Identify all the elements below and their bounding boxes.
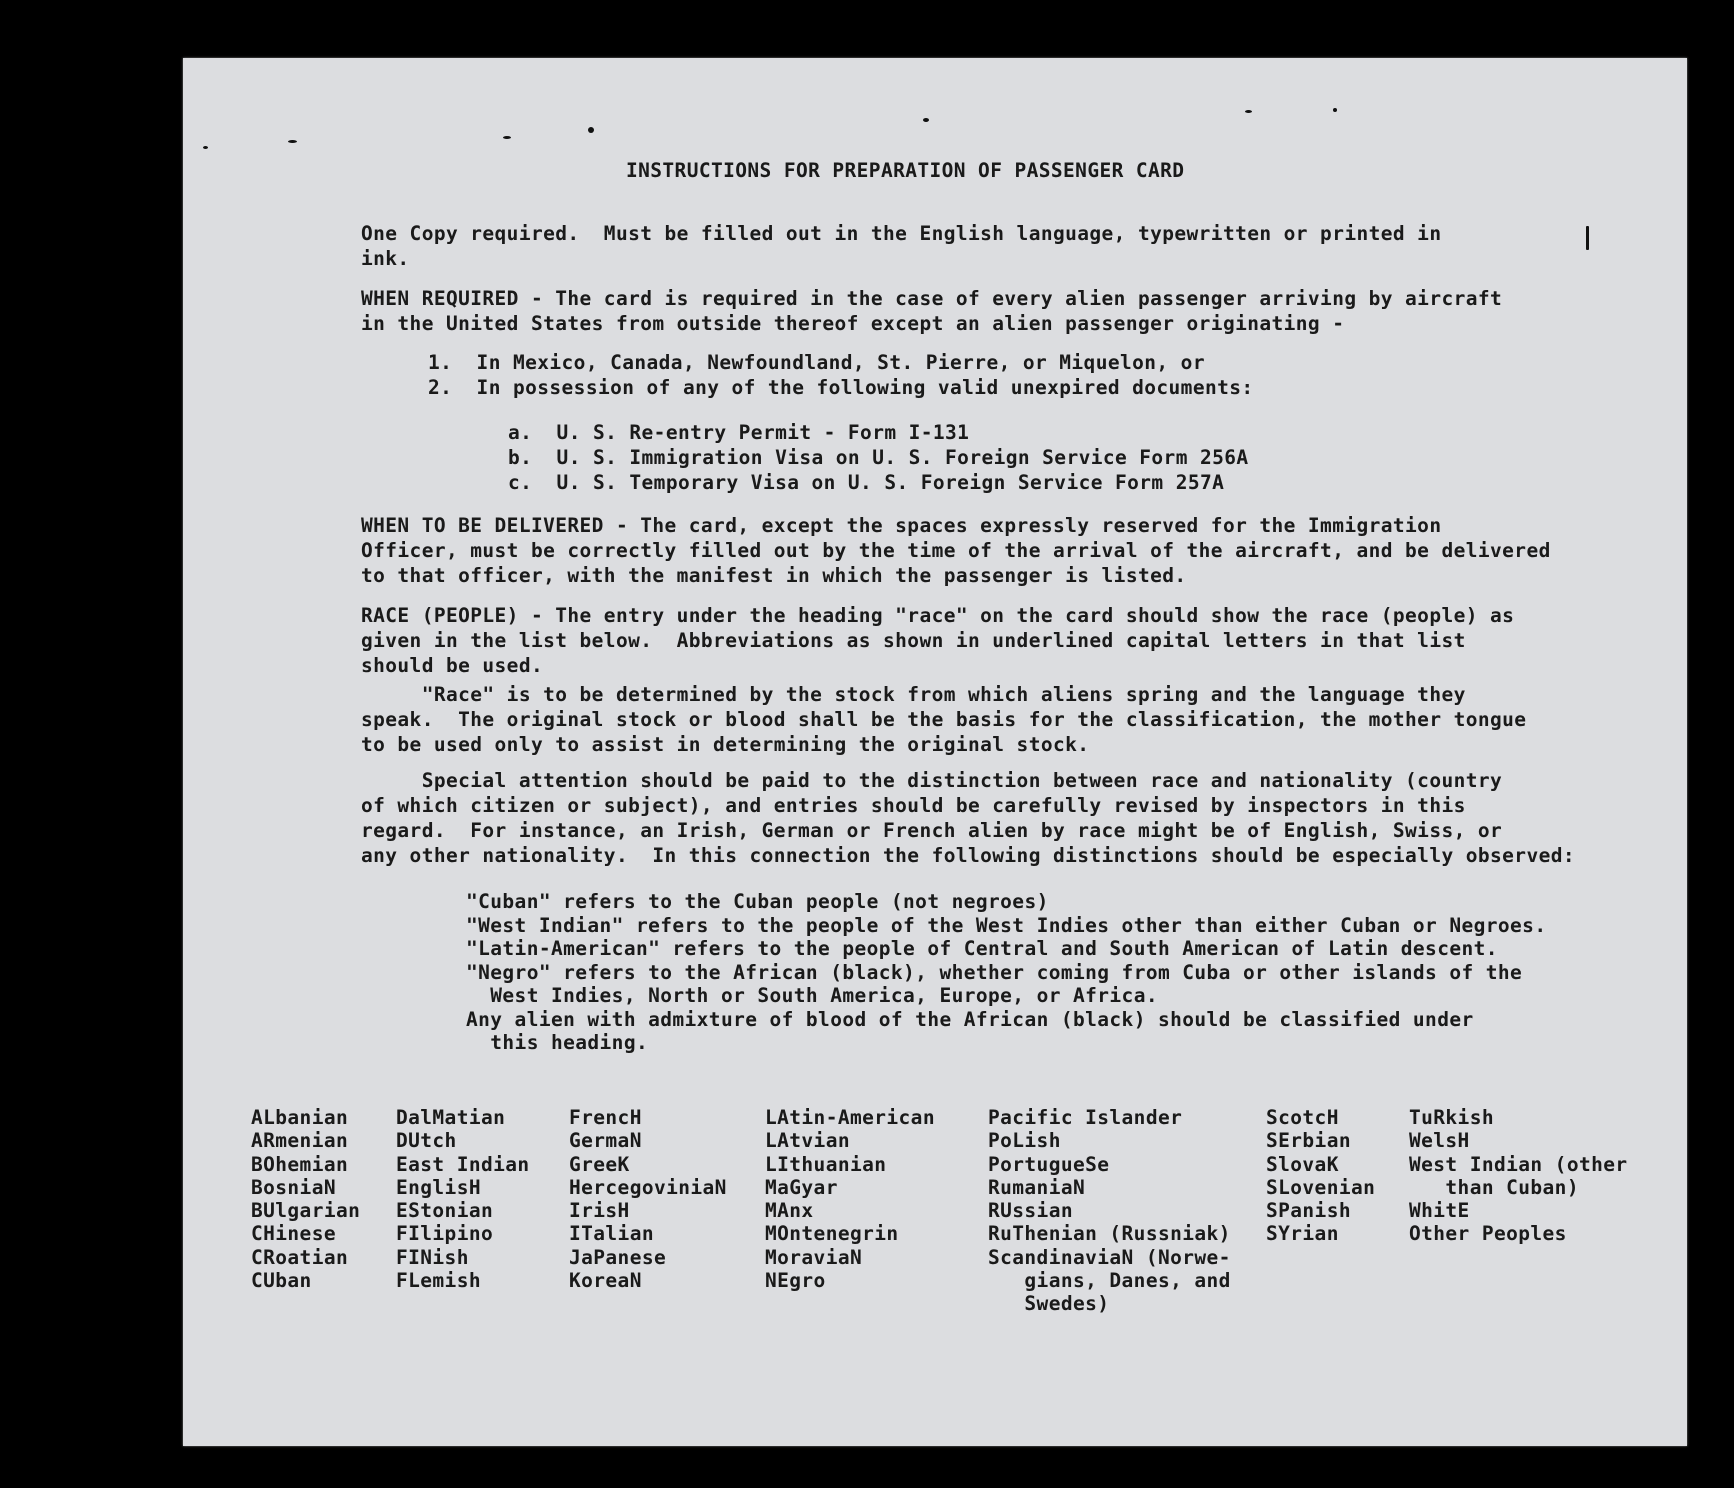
race-column-5 — [988, 1106, 1231, 1316]
race-entry: ScandinaviaN (Norwe- — [988, 1245, 1231, 1269]
race-entry: SPanish — [1266, 1199, 1351, 1223]
race-column-2 — [396, 1106, 530, 1292]
race-column-4 — [765, 1106, 935, 1292]
race-entry: FIlipino — [396, 1222, 494, 1246]
race-entry: RumaniaN — [988, 1175, 1086, 1199]
race-entry: FLemish — [396, 1269, 481, 1293]
race-entry: Pacific Islander — [988, 1106, 1183, 1129]
race-entry: CUban — [251, 1269, 312, 1293]
race-entry: ITalian — [569, 1222, 654, 1246]
race-entry: KoreaN — [569, 1269, 642, 1293]
race-entry: Other Peoples — [1409, 1222, 1567, 1246]
race-entry: RUssian — [988, 1199, 1073, 1223]
race-entry: IrisH — [569, 1199, 630, 1223]
race-entry: than Cuban) — [1409, 1175, 1579, 1199]
scan-speck — [203, 146, 208, 149]
race-entry: NEgro — [765, 1269, 826, 1293]
race-entry: East Indian — [396, 1152, 530, 1176]
race-entry: FrencH — [569, 1106, 642, 1129]
race-entry: BOhemian — [251, 1152, 349, 1176]
race-entry: SYrian — [1266, 1222, 1339, 1246]
scan-speck — [288, 140, 297, 143]
race-entry: SlovaK — [1266, 1152, 1339, 1176]
race-entry: WelsH — [1409, 1129, 1470, 1153]
document-page — [183, 58, 1687, 1446]
race-entry: DalMatian — [396, 1106, 506, 1129]
race-entry: RuThenian (Russniak) — [988, 1222, 1231, 1246]
race-entry: PortugueSe — [988, 1152, 1110, 1176]
numbered-list: 1. In Mexico, Canada, Newfoundland, St. Pierre, or Miquelon, or 2. In possession of any of the following valid unexpired documents: — [428, 351, 1254, 399]
race-column-7 — [1409, 1106, 1628, 1246]
race-entry: WhitE — [1409, 1199, 1470, 1223]
race-entry: CHinese — [251, 1222, 336, 1246]
distinctions-list: "Cuban" refers to the Cuban people (not negroes) "West Indian" refers to the people of the West Indies other than either Cuban or Negroes. "Latin-American" refers to the people of Central and South American of Latin descent. "Negro" refers to the African (black), whether coming from Cuba or other islands of the West Indies, North or South America, Europe, or Africa. Any alien with admixture of blood of the African (black) should be classified under this heading. — [466, 890, 1547, 1054]
race-entry: PoLish — [988, 1129, 1061, 1153]
race-entry: SErbian — [1266, 1129, 1351, 1153]
race-entry: EnglisH — [396, 1175, 481, 1199]
race-entry: West Indian (other — [1409, 1152, 1628, 1176]
scan-speck — [1333, 108, 1337, 112]
race-entry: ARmenian — [251, 1129, 349, 1153]
race-entry: BosniaN — [251, 1175, 336, 1199]
document-title: INSTRUCTIONS FOR PREPARATION OF PASSENGER CARD — [626, 159, 1185, 182]
race-column-3 — [569, 1106, 727, 1292]
race-entry: LIthuanian — [765, 1152, 887, 1176]
race-entry: ALbanian — [251, 1106, 349, 1129]
race-entry: SLovenian — [1266, 1175, 1376, 1199]
race-column-1 — [251, 1106, 360, 1292]
paragraph-special-attention: Special attention should be paid to the distinction between race and nationality (country of which citizen or subject), and entries should be carefully revised by inspectors in this regard. For instance, an Irish, German or French alien by race might be of English, Swiss, or any other nationality. In this connection the following distinctions should be especially observed: — [361, 769, 1575, 867]
paragraph-when-required: WHEN REQUIRED - The card is required in the case of every alien passenger arriving by aircraft in the United States from outside thereof except an alien passenger originating - — [361, 287, 1503, 335]
race-entry: GermaN — [569, 1129, 642, 1153]
paragraph-race-stock: "Race" is to be determined by the stock from which aliens spring and the language they speak. The original stock or blood shall be the basis for the classification, the mother tongue to be used only to assist in determining the original stock. — [361, 683, 1527, 756]
race-entry: LAtvian — [765, 1129, 850, 1153]
race-entry: DUtch — [396, 1129, 457, 1153]
scan-mark — [1586, 226, 1589, 250]
race-entry: JaPanese — [569, 1245, 667, 1269]
race-entry: MAnx — [765, 1199, 814, 1223]
race-entry: ScotcH — [1266, 1106, 1339, 1129]
race-entry: TuRkish — [1409, 1106, 1494, 1129]
scan-speck — [923, 118, 929, 122]
race-entry: MOntenegrin — [765, 1222, 899, 1246]
race-entry: FINish — [396, 1245, 469, 1269]
race-entry: Swedes) — [988, 1292, 1110, 1316]
race-entry: LAtin-American — [765, 1106, 935, 1129]
race-entry: BUlgarian — [251, 1199, 361, 1223]
race-entry: EStonian — [396, 1199, 494, 1223]
scan-speck — [503, 136, 511, 139]
race-entry: MaGyar — [765, 1175, 838, 1199]
scan-speck — [588, 127, 594, 133]
race-entry: GreeK — [569, 1152, 630, 1176]
paragraph-race-people: RACE (PEOPLE) - The entry under the heading "race" on the card should show the race (people) as given in the list below. Abbreviations as shown in underlined capital letters in that list should be used. — [361, 604, 1515, 677]
lettered-list: a. U. S. Re-entry Permit - Form I-131 b. U. S. Immigration Visa on U. S. Foreign Service Form 256A c. U. S. Temporary Visa on U. S. Foreign Service Form 257A — [508, 421, 1249, 494]
race-entry: CRoatian — [251, 1245, 349, 1269]
scan-speck — [1245, 110, 1252, 113]
paragraph-copy-requirement: One Copy required. Must be filled out in the English language, typewritten or printed in ink. — [361, 222, 1442, 270]
race-entry: MoraviaN — [765, 1245, 863, 1269]
race-column-6 — [1266, 1106, 1375, 1246]
race-entry: gians, Danes, and — [988, 1269, 1231, 1293]
paragraph-when-delivered: WHEN TO BE DELIVERED - The card, except the spaces expressly reserved for the Immigration Officer, must be correctly filled out by the time of the arrival of the aircraft, and be delivered to that officer, with the manifest in which the passenger is listed. — [361, 514, 1551, 587]
race-entry: HercegoviniaN — [569, 1175, 727, 1199]
